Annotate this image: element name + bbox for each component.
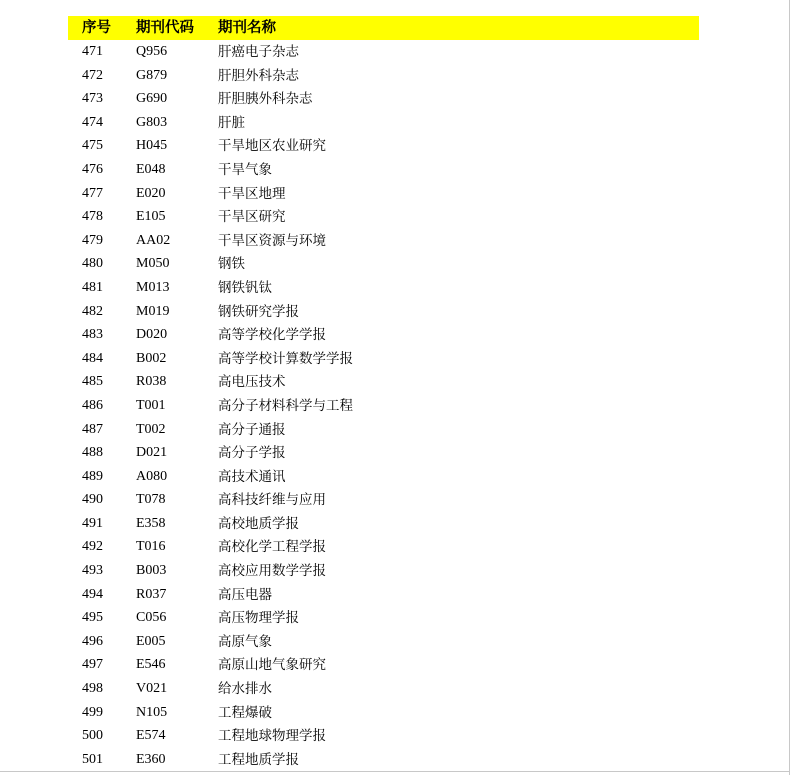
table-row <box>68 418 699 442</box>
table-row <box>68 606 699 630</box>
row-journal-code: D021 <box>136 445 168 461</box>
table-header-row <box>68 16 699 40</box>
row-serial-number: 489 <box>82 468 103 484</box>
row-journal-code: Q956 <box>136 44 168 59</box>
row-serial-number: 474 <box>82 114 103 130</box>
row-serial-number: 501 <box>82 751 103 767</box>
row-journal-name: 高原气象 <box>218 633 272 650</box>
row-journal-name: 干旱区研究 <box>218 209 286 226</box>
row-journal-code: A080 <box>136 468 168 484</box>
row-serial-number: 484 <box>82 350 103 366</box>
row-serial-number: 476 <box>82 161 103 177</box>
row-serial-number: 486 <box>82 397 103 413</box>
row-journal-code: T001 <box>136 397 166 413</box>
row-serial-number: 483 <box>82 327 103 343</box>
row-journal-name: 高压电器 <box>218 586 272 603</box>
table-row <box>68 276 699 300</box>
row-journal-code: E105 <box>136 209 166 225</box>
table-row <box>68 40 699 64</box>
row-journal-name: 干旱区地理 <box>218 185 286 202</box>
table-row <box>68 158 699 182</box>
row-journal-code: T078 <box>136 492 166 508</box>
table-row <box>68 630 699 654</box>
page-edge-right <box>789 0 790 775</box>
table-row <box>68 441 699 465</box>
row-serial-number: 481 <box>82 279 103 295</box>
row-journal-code: B003 <box>136 563 167 579</box>
row-journal-name: 肝胆胰外科杂志 <box>218 91 313 108</box>
row-journal-code: H045 <box>136 138 168 154</box>
row-serial-number: 491 <box>82 515 103 531</box>
row-journal-name: 高技术通讯 <box>218 468 286 485</box>
row-serial-number: 485 <box>82 374 103 390</box>
row-serial-number: 488 <box>82 445 103 461</box>
row-serial-number: 479 <box>82 232 103 248</box>
row-journal-name: 高校地质学报 <box>218 515 299 532</box>
table-row <box>68 323 699 347</box>
row-serial-number: 482 <box>82 303 103 319</box>
row-journal-name: 钢铁研究学报 <box>218 303 299 320</box>
table-row <box>68 394 699 418</box>
row-serial-number: 480 <box>82 256 103 272</box>
row-journal-name: 高压物理学报 <box>218 610 299 627</box>
row-serial-number: 496 <box>82 633 103 649</box>
row-journal-name: 干旱地区农业研究 <box>218 138 326 155</box>
table-row <box>68 653 699 677</box>
row-journal-code: M050 <box>136 256 170 272</box>
table-row <box>68 677 699 701</box>
table-row <box>68 229 699 253</box>
row-serial-number: 492 <box>82 539 103 555</box>
row-journal-name: 钢铁 <box>218 256 245 273</box>
row-serial-number: 499 <box>82 704 103 720</box>
row-journal-code: T016 <box>136 539 166 555</box>
table-row <box>68 701 699 725</box>
row-journal-name: 钢铁钒钛 <box>218 279 272 296</box>
row-journal-name: 工程地质学报 <box>218 751 299 768</box>
row-serial-number: 500 <box>82 728 103 744</box>
row-journal-code: V021 <box>136 681 168 697</box>
row-journal-code: T002 <box>136 421 166 437</box>
row-journal-code: E048 <box>136 161 166 177</box>
row-journal-name: 工程爆破 <box>218 704 272 721</box>
row-serial-number: 494 <box>82 586 103 602</box>
table-row <box>68 370 699 394</box>
row-serial-number: 490 <box>82 492 103 508</box>
row-journal-name: 肝脏 <box>218 114 245 131</box>
row-journal-name: 高科技纤维与应用 <box>218 492 326 509</box>
table-row <box>68 724 699 748</box>
row-serial-number: 493 <box>82 563 103 579</box>
table-row <box>68 465 699 489</box>
row-journal-code: C056 <box>136 610 167 626</box>
row-journal-name: 高电压技术 <box>218 374 286 391</box>
table-row <box>68 512 699 536</box>
table-row <box>68 583 699 607</box>
row-journal-code: E020 <box>136 185 166 201</box>
row-serial-number: 487 <box>82 421 103 437</box>
row-journal-name: 高分子通报 <box>218 421 286 438</box>
table-row <box>68 488 699 512</box>
row-journal-name: 高等学校化学学报 <box>218 327 326 344</box>
table-row <box>68 535 699 559</box>
header-serial-number: 序号 <box>82 20 111 36</box>
row-journal-name: 干旱气象 <box>218 161 272 178</box>
row-journal-name: 高校化学工程学报 <box>218 539 326 556</box>
row-journal-code: G879 <box>136 67 168 83</box>
row-journal-code: E358 <box>136 515 166 531</box>
row-journal-code: G803 <box>136 114 168 130</box>
table-row <box>68 134 699 158</box>
row-journal-name: 高分子学报 <box>218 445 286 462</box>
row-serial-number: 478 <box>82 209 103 225</box>
row-journal-name: 高分子材料科学与工程 <box>218 397 353 414</box>
row-serial-number: 471 <box>82 44 103 59</box>
row-journal-name: 高等学校计算数学学报 <box>218 350 353 367</box>
table-row <box>68 347 699 371</box>
row-journal-code: R038 <box>136 374 167 390</box>
page-edge-bottom <box>0 771 790 772</box>
row-serial-number: 477 <box>82 185 103 201</box>
row-serial-number: 495 <box>82 610 103 626</box>
row-journal-code: N105 <box>136 704 168 720</box>
row-journal-code: M019 <box>136 303 170 319</box>
row-journal-name: 肝癌电子杂志 <box>218 44 299 60</box>
header-journal-name: 期刊名称 <box>218 20 276 36</box>
row-journal-name: 工程地球物理学报 <box>218 728 326 745</box>
table-row <box>68 111 699 135</box>
row-journal-code: AA02 <box>136 232 171 248</box>
row-journal-name: 高原山地气象研究 <box>218 657 326 674</box>
row-serial-number: 472 <box>82 67 103 83</box>
table-row <box>68 205 699 229</box>
row-journal-code: B002 <box>136 350 167 366</box>
row-serial-number: 497 <box>82 657 103 673</box>
table-row <box>68 87 699 111</box>
row-journal-name: 干旱区资源与环境 <box>218 232 326 249</box>
row-journal-code: M013 <box>136 279 170 295</box>
row-journal-name: 高校应用数学学报 <box>218 563 326 580</box>
table-row <box>68 64 699 88</box>
row-journal-code: R037 <box>136 586 167 602</box>
table-row <box>68 252 699 276</box>
row-serial-number: 475 <box>82 138 103 154</box>
table-row <box>68 748 699 772</box>
row-journal-name: 给水排水 <box>218 681 272 698</box>
row-serial-number: 498 <box>82 681 103 697</box>
row-journal-code: E574 <box>136 728 166 744</box>
row-journal-code: E360 <box>136 751 166 767</box>
table-row <box>68 182 699 206</box>
table-row <box>68 300 699 324</box>
row-journal-code: E005 <box>136 633 166 649</box>
row-journal-code: G690 <box>136 91 168 107</box>
table-body <box>68 40 699 771</box>
row-journal-code: D020 <box>136 327 168 343</box>
row-journal-code: E546 <box>136 657 166 673</box>
table-row <box>68 559 699 583</box>
row-serial-number: 473 <box>82 91 103 107</box>
header-journal-code: 期刊代码 <box>136 20 194 36</box>
row-journal-name: 肝胆外科杂志 <box>218 67 299 84</box>
